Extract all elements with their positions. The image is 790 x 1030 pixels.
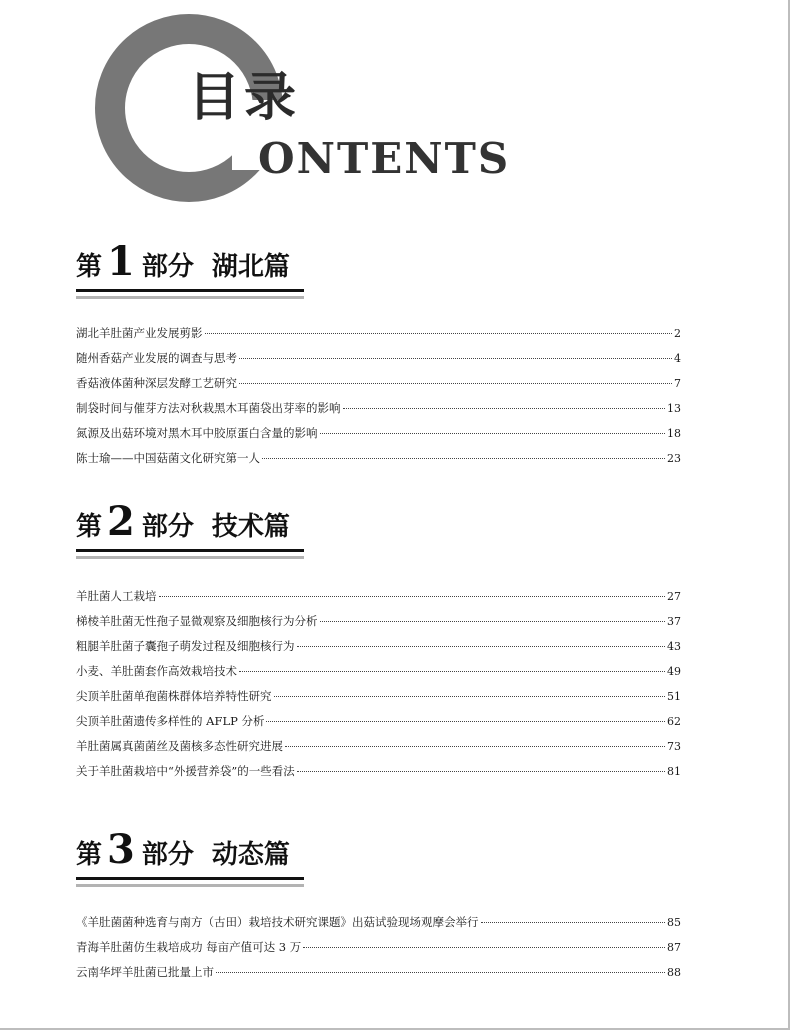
title-english: ONTENTS bbox=[258, 134, 511, 183]
toc-entry-page: 88 bbox=[667, 966, 681, 979]
toc-entry-page: 2 bbox=[674, 327, 681, 340]
dot-leader bbox=[303, 946, 665, 948]
toc-entry[interactable] bbox=[76, 584, 681, 609]
toc-entry[interactable] bbox=[76, 634, 681, 659]
section-3 bbox=[76, 826, 681, 985]
dot-leader bbox=[274, 695, 666, 697]
section-unit: 部分 bbox=[141, 840, 194, 870]
dot-leader bbox=[266, 720, 665, 722]
toc-entry-title: 云南华坪羊肚菌已批量上市 bbox=[76, 965, 214, 979]
dot-leader bbox=[239, 382, 672, 384]
toc-entry-title: 尖顶羊肚菌单孢菌株群体培养特性研究 bbox=[76, 689, 272, 703]
section-prefix: 第 bbox=[76, 840, 103, 870]
toc-entry[interactable] bbox=[76, 759, 681, 784]
toc-entry-page: 49 bbox=[667, 665, 681, 678]
dot-leader bbox=[481, 921, 666, 923]
toc-entry-page: 18 bbox=[667, 427, 681, 440]
toc-entry-title: 青海羊肚菌仿生栽培成功 每亩产值可达 3 万 bbox=[76, 940, 302, 954]
toc-entry[interactable] bbox=[76, 684, 681, 709]
toc-entry-title: 关于羊肚菌栽培中“外援营养袋”的一些看法 bbox=[76, 764, 295, 778]
toc-entry[interactable] bbox=[76, 734, 681, 759]
dot-leader bbox=[285, 745, 665, 747]
toc-entry-title: 氮源及出菇环境对黑木耳中胶原蛋白含量的影响 bbox=[76, 426, 318, 440]
section-2 bbox=[76, 498, 681, 784]
section-heading bbox=[76, 826, 681, 872]
toc-entry-page: 13 bbox=[667, 402, 681, 415]
section-name: 技术篇 bbox=[211, 512, 290, 542]
section-name: 动态篇 bbox=[211, 840, 290, 870]
toc-entry-title: 尖顶羊肚菌遗传多样性的 AFLP 分析 bbox=[76, 714, 265, 728]
toc-entry[interactable] bbox=[76, 421, 681, 446]
section-unit: 部分 bbox=[141, 512, 194, 542]
toc-entry-title: 羊肚菌属真菌菌丝及菌核多态性研究进展 bbox=[76, 739, 283, 753]
toc-entry-page: 85 bbox=[667, 916, 681, 929]
toc-entry[interactable] bbox=[76, 910, 681, 935]
toc-entry-page: 37 bbox=[667, 615, 681, 628]
dot-leader bbox=[297, 770, 665, 772]
toc-entry[interactable] bbox=[76, 659, 681, 684]
toc-entry[interactable] bbox=[76, 346, 681, 371]
dot-leader bbox=[262, 457, 665, 459]
toc-entry[interactable] bbox=[76, 960, 681, 985]
toc-entry-page: 7 bbox=[674, 377, 681, 390]
toc-entry-page: 23 bbox=[667, 452, 681, 465]
section-name: 湖北篇 bbox=[211, 252, 290, 282]
section-heading bbox=[76, 238, 681, 284]
toc-entry[interactable] bbox=[76, 609, 681, 634]
section-1 bbox=[76, 238, 681, 471]
toc-entry-title: 陈士瑜——中国菇菌文化研究第一人 bbox=[76, 451, 260, 465]
toc-entry-page: 27 bbox=[667, 590, 681, 603]
toc-entry[interactable] bbox=[76, 321, 681, 346]
toc-entry[interactable] bbox=[76, 935, 681, 960]
section-rule bbox=[76, 289, 304, 299]
toc-entry-title: 香菇液体菌种深层发酵工艺研究 bbox=[76, 376, 237, 390]
section-unit: 部分 bbox=[141, 252, 194, 282]
toc-entry-title: 小麦、羊肚菌套作高效栽培技术 bbox=[76, 664, 237, 678]
section-number: 2 bbox=[107, 498, 135, 545]
dot-leader bbox=[297, 645, 666, 647]
title-chinese: 目录 bbox=[188, 67, 301, 128]
toc-entry-title: 随州香菇产业发展的调查与思考 bbox=[76, 351, 237, 365]
dot-leader bbox=[343, 407, 666, 409]
toc-entry-title: 制袋时间与催芽方法对秋栽黑木耳菌袋出芽率的影响 bbox=[76, 401, 341, 415]
toc-entry-page: 81 bbox=[667, 765, 681, 778]
toc-entry[interactable] bbox=[76, 709, 681, 734]
toc-list bbox=[76, 584, 681, 784]
toc-entry-page: 43 bbox=[667, 640, 681, 653]
toc-entry-title: 《羊肚菌菌种选育与南方（古田）栽培技术研究课题》出菇试验现场观摩会举行 bbox=[76, 915, 479, 929]
toc-entry-page: 73 bbox=[667, 740, 681, 753]
section-heading bbox=[76, 498, 681, 544]
dot-leader bbox=[320, 620, 666, 622]
toc-entry-title: 梯棱羊肚菌无性孢子显微观察及细胞核行为分析 bbox=[76, 614, 318, 628]
section-rule bbox=[76, 549, 304, 559]
dot-leader bbox=[320, 432, 666, 434]
section-rule bbox=[76, 877, 304, 887]
toc-entry-title: 湖北羊肚菌产业发展剪影 bbox=[76, 326, 203, 340]
section-prefix: 第 bbox=[76, 252, 103, 282]
toc-entry[interactable] bbox=[76, 371, 681, 396]
toc-entry-page: 51 bbox=[667, 690, 681, 703]
toc-entry-title: 粗腿羊肚菌子囊孢子萌发过程及细胞核行为 bbox=[76, 639, 295, 653]
toc-entry[interactable] bbox=[76, 446, 681, 471]
toc-entry-page: 62 bbox=[667, 715, 681, 728]
section-number: 1 bbox=[107, 238, 135, 285]
section-number: 3 bbox=[107, 826, 135, 873]
toc-list bbox=[76, 321, 681, 471]
toc-entry-title: 羊肚菌人工栽培 bbox=[76, 589, 157, 603]
toc-entry-page: 87 bbox=[667, 941, 681, 954]
dot-leader bbox=[216, 971, 665, 973]
toc-list bbox=[76, 910, 681, 985]
section-prefix: 第 bbox=[76, 512, 103, 542]
dot-leader bbox=[239, 670, 665, 672]
dot-leader bbox=[159, 595, 666, 597]
toc-entry[interactable] bbox=[76, 396, 681, 421]
dot-leader bbox=[205, 332, 673, 334]
dot-leader bbox=[239, 357, 672, 359]
toc-entry-page: 4 bbox=[674, 352, 681, 365]
